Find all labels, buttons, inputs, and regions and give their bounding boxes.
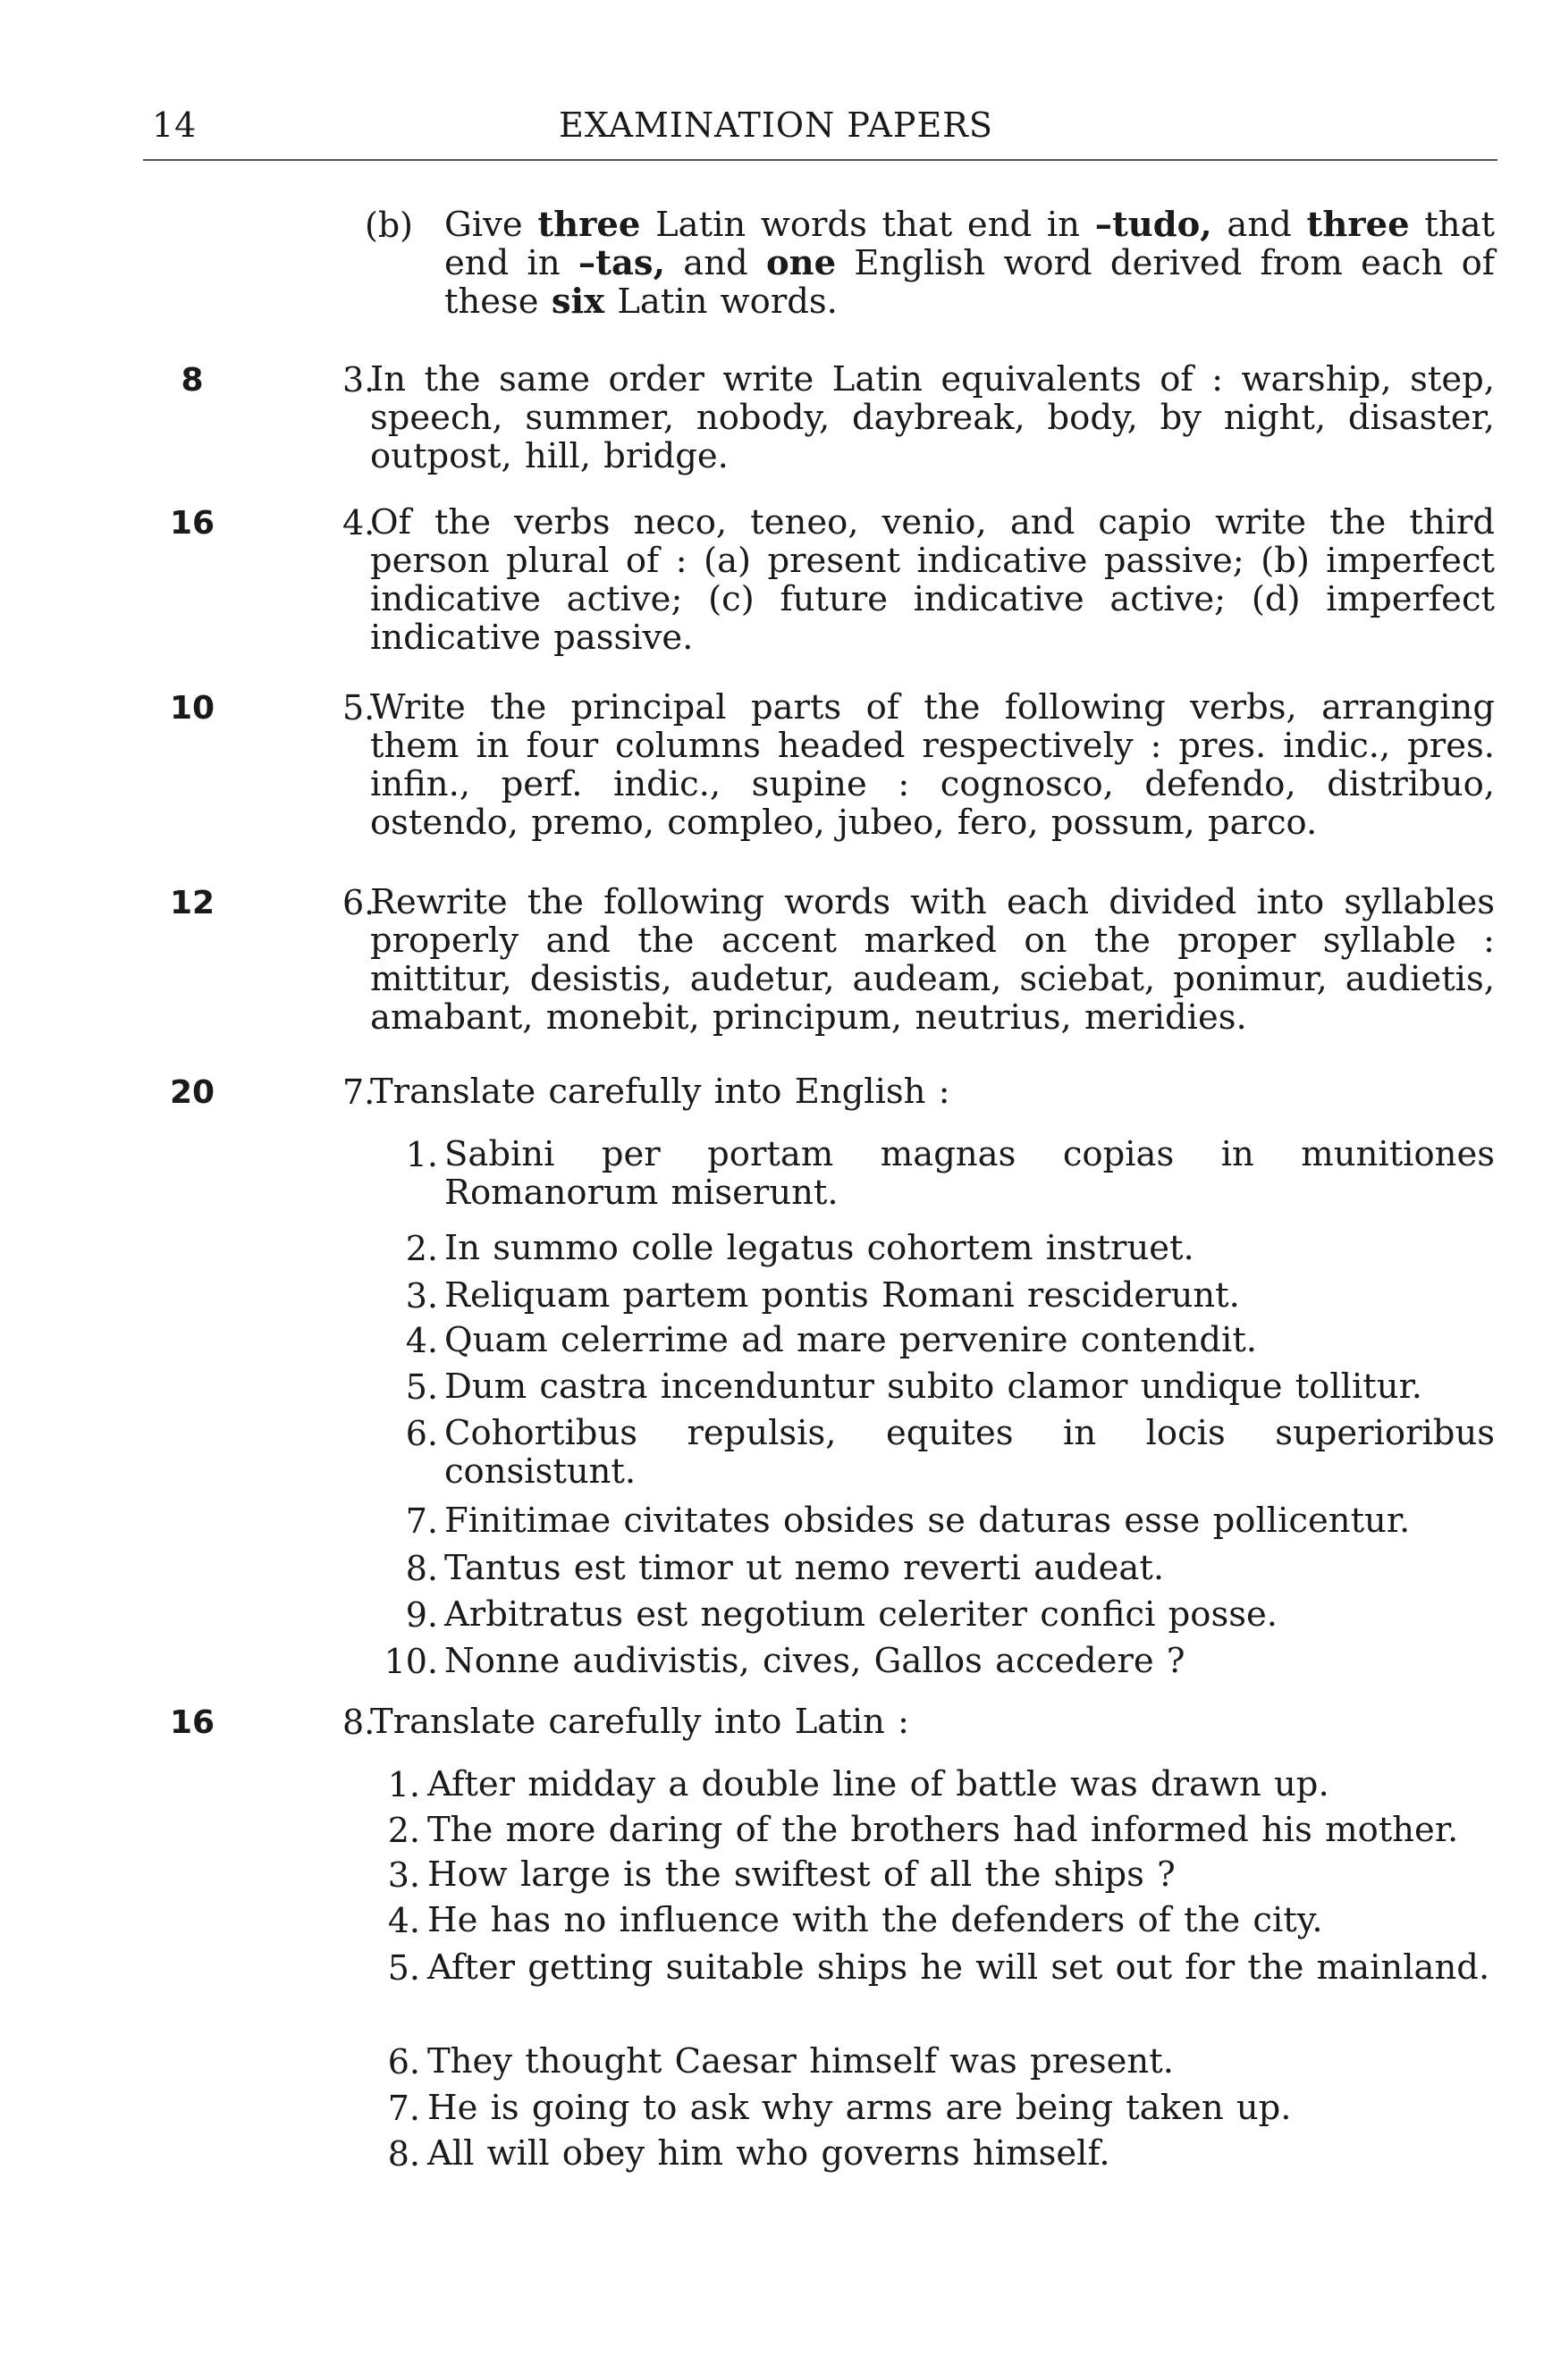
sentence-number: 10. bbox=[384, 1642, 438, 1681]
text-run: Latin words that end in bbox=[640, 205, 1095, 245]
text-run: that end in bbox=[444, 205, 1495, 283]
sentence-text: Sabini per portam magnas copias in munitiones Romanorum miserunt. bbox=[444, 1134, 1495, 1213]
sentence-number: 6. bbox=[405, 1414, 438, 1453]
question-marks: 8 bbox=[181, 362, 204, 399]
text-run: Give bbox=[444, 205, 538, 245]
question-body: Rewrite the following words with each divided into syllables properly and the accent marked on the proper syllable : mittitur, desistis, audetur, audeam, sciebat, ponimur, audietis, amabant, monebit, principum, neutrius, meridies. bbox=[370, 882, 1495, 1038]
emphasis-word: three bbox=[537, 205, 641, 245]
sentence-text: After getting suitable ships he will set out for the mainland. bbox=[427, 1947, 1490, 1988]
sentence-number: 5. bbox=[405, 1367, 438, 1407]
text-run: Latin words. bbox=[604, 282, 838, 322]
sentence-text: He has no influence with the defenders of the city. bbox=[427, 1900, 1323, 1940]
question-number: 4. bbox=[342, 503, 375, 542]
question-body: Translate carefully into English : bbox=[370, 1072, 950, 1112]
sentence-text: Reliquam partem pontis Romani resciderunt. bbox=[444, 1275, 1240, 1316]
question-number: 8. bbox=[342, 1703, 375, 1742]
sentence-text: Dum castra incenduntur subito clamor undique tollitur. bbox=[444, 1367, 1422, 1407]
sentence-text: The more daring of the brothers had informed his mother. bbox=[427, 1810, 1459, 1850]
sentence-number: 4. bbox=[405, 1321, 438, 1360]
question-marks: 16 bbox=[169, 1704, 215, 1741]
sentence-number: 1. bbox=[405, 1135, 438, 1174]
sentence-text: Cohortibus repulsis, equites in locis superioribus consistunt. bbox=[444, 1413, 1495, 1492]
question-text bbox=[370, 503, 1495, 657]
sentence-number: 3. bbox=[405, 1276, 438, 1316]
question-text bbox=[370, 360, 1495, 475]
sentence-number: 6. bbox=[387, 2042, 420, 2081]
text-run: and bbox=[664, 243, 766, 283]
header-rule bbox=[143, 159, 1497, 161]
emphasis-word: –tas, bbox=[578, 243, 665, 283]
sentence-text: Nonne audivistis, cives, Gallos accedere ? bbox=[444, 1641, 1185, 1681]
emphasis-word: –tudo, bbox=[1094, 205, 1212, 245]
page-number: 14 bbox=[152, 105, 198, 145]
emphasis-word: six bbox=[551, 282, 605, 322]
question-body: Write the principal parts of the following verbs, arranging them in four columns headed respectively : pres. indic., pres. infin., perf. indic., supine : cognosco, defendo, distribuo, ostendo, premo, compleo, jubeo, fero, possum, parco. bbox=[370, 687, 1495, 843]
sentence-number: 7. bbox=[405, 1501, 438, 1541]
question-text bbox=[370, 883, 1495, 1037]
sentence-text: Tantus est timor ut nemo reverti audeat. bbox=[444, 1548, 1165, 1588]
question-number: 5. bbox=[342, 688, 375, 727]
emphasis-word: one bbox=[765, 243, 837, 283]
question-text bbox=[370, 1072, 1495, 1111]
sentence-number: 7. bbox=[387, 2089, 420, 2128]
sentence-number: 3. bbox=[387, 1855, 420, 1895]
sentence-text: They thought Caesar himself was present. bbox=[427, 2041, 1174, 2081]
question-marks: 20 bbox=[169, 1074, 215, 1111]
sentence-number: 5. bbox=[387, 1948, 420, 1988]
question-marks: 12 bbox=[169, 885, 215, 921]
sentence-number: 1. bbox=[387, 1765, 420, 1804]
question-text bbox=[444, 206, 1495, 321]
question-text bbox=[370, 688, 1495, 842]
sentence-text: All will obey him who governs himself. bbox=[427, 2133, 1110, 2174]
text-run: and bbox=[1211, 205, 1307, 245]
sentence-text: He is going to ask why arms are being taken up. bbox=[427, 2088, 1292, 2128]
question-number: 7. bbox=[342, 1072, 375, 1112]
text-run: English word derived from each of these bbox=[444, 243, 1495, 322]
emphasis-word: three bbox=[1306, 205, 1410, 245]
question-number: 3. bbox=[342, 360, 375, 399]
sentence-number: 8. bbox=[387, 2134, 420, 2174]
question-body: Translate carefully into Latin : bbox=[370, 1702, 910, 1742]
question-body: In the same order write Latin equivalents of : warship, step, speech, summer, nobody, daybreak, body, by night, disaster, outpost, hill, bridge. bbox=[370, 359, 1495, 476]
sentence-text: How large is the swiftest of all the ships ? bbox=[427, 1854, 1176, 1895]
sentence-text: After midday a double line of battle was drawn up. bbox=[427, 1764, 1329, 1804]
question-text bbox=[370, 1703, 1495, 1741]
page-header bbox=[0, 105, 1552, 159]
running-title: EXAMINATION PAPERS bbox=[559, 105, 993, 145]
sentence-number: 9. bbox=[405, 1595, 438, 1635]
sentence-text: Finitimae civitates obsides se daturas esse pollicentur. bbox=[444, 1501, 1411, 1541]
question-marks: 16 bbox=[169, 505, 215, 542]
sentence-number: 8. bbox=[405, 1549, 438, 1588]
question-number: (b) bbox=[365, 206, 413, 245]
sentence-text: Arbitratus est negotium celeriter confici posse. bbox=[444, 1594, 1278, 1635]
sentence-number: 4. bbox=[387, 1901, 420, 1940]
question-number: 6. bbox=[342, 883, 375, 922]
sentence-text: Quam celerrime ad mare pervenire contendit. bbox=[444, 1320, 1258, 1360]
question-marks: 10 bbox=[169, 690, 215, 727]
sentence-number: 2. bbox=[387, 1811, 420, 1850]
question-body: Of the verbs neco, teneo, venio, and capio write the third person plural of : (a) present indicative passive; (b) imperfect indicative active; (c) future indicative active; (d) imperfect indicative passive. bbox=[370, 502, 1495, 658]
sentence-number: 2. bbox=[405, 1229, 438, 1268]
sentence-text: In summo colle legatus cohortem instruet. bbox=[444, 1228, 1194, 1268]
